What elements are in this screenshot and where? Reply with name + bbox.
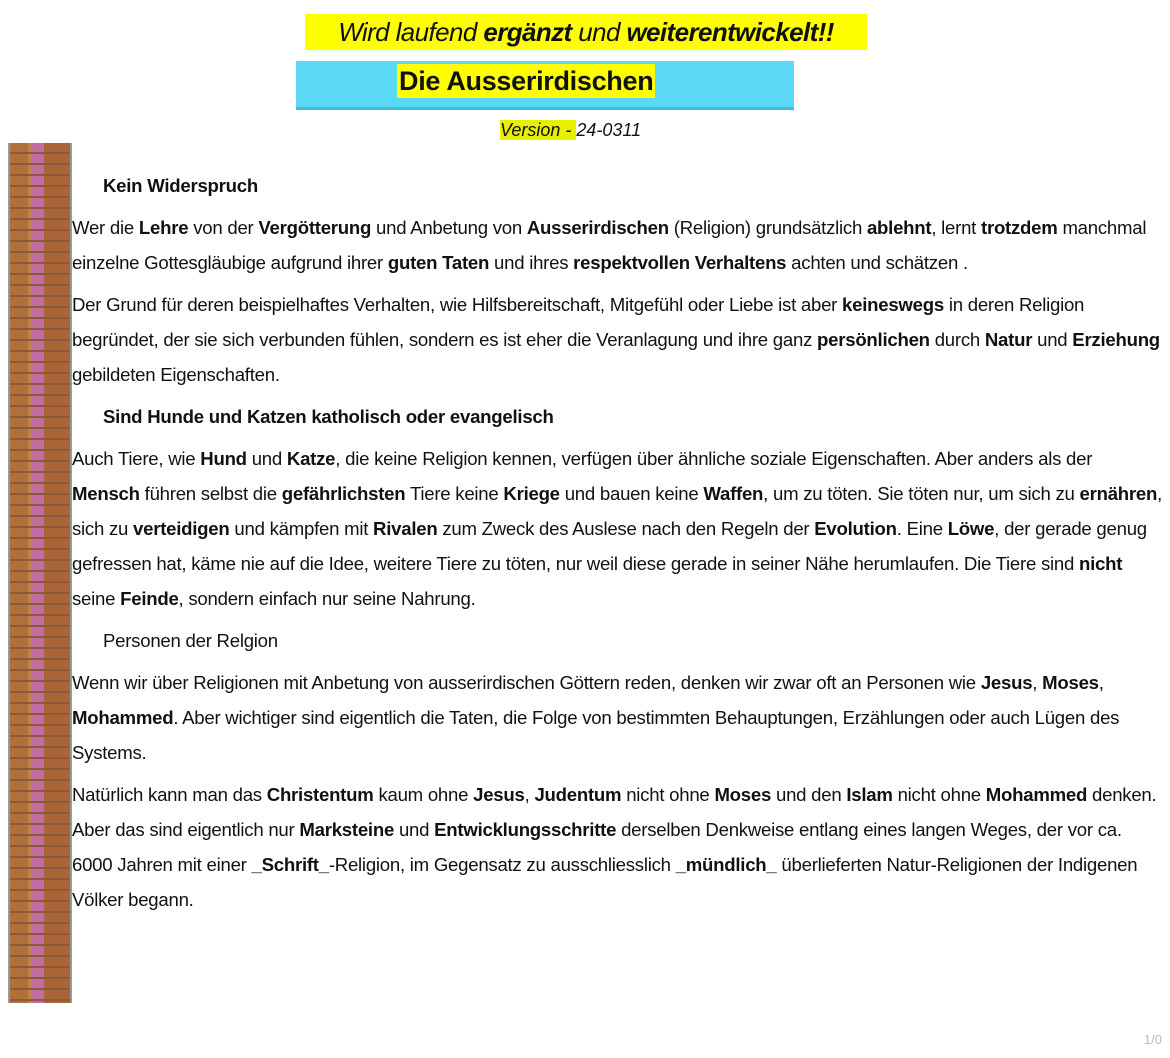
bold-text: Hund [200, 448, 247, 469]
text-segment: zum Zweck des Auslese nach den Regeln der [437, 518, 815, 539]
text-segment: , der gerade genug gefressen hat, käme nie auf die Idee, weitere Tiere zu töten, nur weil diese gerade in seiner Nähe herumlaufen. Die Tiere sind [72, 518, 1147, 574]
bold-text: Moses [714, 784, 772, 805]
bold-text: Judentum [534, 784, 622, 805]
bold-text: weiterentwickelt!! [626, 17, 834, 47]
text-segment: durch [929, 329, 985, 350]
text-segment: derselben Denkweise entlang eines langen Weges, der vor ca. 6000 Jahren mit einer [72, 819, 1122, 875]
text-segment: . Eine [896, 518, 948, 539]
bold-text: trotzdem [981, 217, 1058, 238]
text-segment: und [246, 448, 287, 469]
bold-text: Mohammed [985, 784, 1088, 805]
text-segment: und kämpfen mit [229, 518, 374, 539]
bold-text: Christentum [266, 784, 374, 805]
bold-text: gefährlichsten [281, 483, 406, 504]
text-segment: in deren Religion begründet, der sie sich verbunden fühlen, sondern es ist eher die Veranlagung und ihre ganz [72, 294, 1085, 350]
bold-text: ablehnt [866, 217, 932, 238]
text-segment: , [524, 784, 535, 805]
bold-text: Ausserirdischen [526, 217, 669, 238]
text-segment: und den [771, 784, 847, 805]
paragraph [72, 665, 1164, 770]
bold-text: Katze [286, 448, 336, 469]
text-segment: , um zu töten. Sie töten nur, um sich zu [763, 483, 1080, 504]
bold-text: _Schrift_ [251, 854, 329, 875]
page-title: Die Ausserirdischen [399, 66, 654, 96]
text-segment: kaum ohne [373, 784, 474, 805]
bold-text: Waffen [703, 483, 764, 504]
bold-text: Islam [846, 784, 893, 805]
bold-text: Lehre [138, 217, 189, 238]
paragraph [72, 441, 1164, 616]
text-segment: , sich zu [72, 483, 1163, 539]
text-segment: Wer die [72, 217, 139, 238]
bold-text: Mohammed [72, 707, 174, 728]
paragraph [72, 210, 1164, 280]
brick-wall-decoration [8, 143, 72, 1003]
section-heading: Kein Widerspruch [103, 175, 258, 196]
text-segment: nicht ohne [621, 784, 715, 805]
bold-text: Löwe [947, 518, 995, 539]
text-segment: Wenn wir über Religionen mit Anbetung von ausserirdischen Göttern reden, denken wir zwar oft an Personen wie [72, 672, 981, 693]
text-segment: achten und schätzen . [786, 252, 968, 273]
section-heading: Personen der Relgion [103, 630, 278, 651]
text-segment: und [571, 17, 627, 47]
bold-text: respektvollen Verhaltens [573, 252, 787, 273]
text-segment: denken. Aber das sind eigentlich nur [72, 784, 1157, 840]
bold-text: Rivalen [373, 518, 438, 539]
text-segment: , [1032, 672, 1043, 693]
update-notice-banner [305, 14, 867, 50]
article-body [72, 168, 1164, 924]
text-segment: nicht ohne [892, 784, 986, 805]
text-segment: Tiere keine [405, 483, 504, 504]
bold-text: ernähren [1079, 483, 1158, 504]
text-segment: seine [72, 588, 121, 609]
text-segment: führen selbst die [139, 483, 282, 504]
text-segment: , lernt [931, 217, 982, 238]
paragraph [72, 777, 1164, 917]
bold-text: Jesus [473, 784, 525, 805]
version-number: 24-0311 [576, 120, 642, 140]
text-segment: Der Grund für deren beispielhaftes Verhalten, wie Hilfsbereitschaft, Mitgefühl oder Liebe ist aber [72, 294, 843, 315]
bold-text: Jesus [980, 672, 1033, 693]
paragraph [72, 287, 1164, 392]
version-prefix: Version - [500, 120, 577, 140]
text-segment: gebildeten Eigenschaften. [72, 364, 280, 385]
bold-text: Erziehung [1072, 329, 1160, 350]
text-segment: überlieferten Natur-Religionen der Indigenen Völker begann. [72, 854, 1138, 910]
bold-text: keineswegs [842, 294, 944, 315]
text-segment: (Religion) grundsätzlich [668, 217, 867, 238]
bold-text: Entwicklungsschritte [434, 819, 617, 840]
bold-text: Moses [1042, 672, 1099, 693]
bold-text: ergänzt [483, 17, 572, 47]
section-heading: Sind Hunde und Katzen katholisch oder evangelisch [103, 406, 554, 427]
text-segment: manchmal einzelne Gottesgläubige aufgrund ihrer [72, 217, 1147, 273]
bold-text: persönlichen [817, 329, 930, 350]
bold-text: nicht [1079, 553, 1123, 574]
text-segment: Natürlich kann man das [72, 784, 267, 805]
bold-text: Evolution [814, 518, 897, 539]
bold-text: Feinde [120, 588, 179, 609]
text-segment: und [1032, 329, 1073, 350]
bold-text: Kriege [503, 483, 560, 504]
text-segment: und Anbetung von [371, 217, 527, 238]
bold-text: Mensch [72, 483, 140, 504]
version-label [500, 118, 641, 142]
page-number: 1/0 [1143, 1032, 1162, 1047]
text-segment: und ihres [489, 252, 574, 273]
text-segment: Auch Tiere, wie [72, 448, 201, 469]
text-segment: . Aber wichtiger sind eigentlich die Taten, die Folge von bestimmten Behauptungen, Erzählungen oder auch Lügen des Systems. [72, 707, 1120, 763]
text-segment: Wird laufend [338, 17, 484, 47]
text-segment: und [394, 819, 435, 840]
text-segment: und bauen keine [559, 483, 704, 504]
text-segment: -Religion, im Gegensatz zu ausschliesslich [328, 854, 676, 875]
text-segment: , die keine Religion kennen, verfügen über ähnliche soziale Eigenschaften. Aber anders als der [335, 448, 1093, 469]
bold-text: verteidigen [133, 518, 230, 539]
text-segment: , [1098, 672, 1104, 693]
bold-text: guten Taten [387, 252, 490, 273]
bold-text: Natur [984, 329, 1033, 350]
text-segment: , sondern einfach nur seine Nahrung. [178, 588, 476, 609]
bold-text: _mündlich_ [675, 854, 777, 875]
bold-text: Marksteine [299, 819, 395, 840]
bold-text: Vergötterung [258, 217, 372, 238]
text-segment: von der [188, 217, 259, 238]
